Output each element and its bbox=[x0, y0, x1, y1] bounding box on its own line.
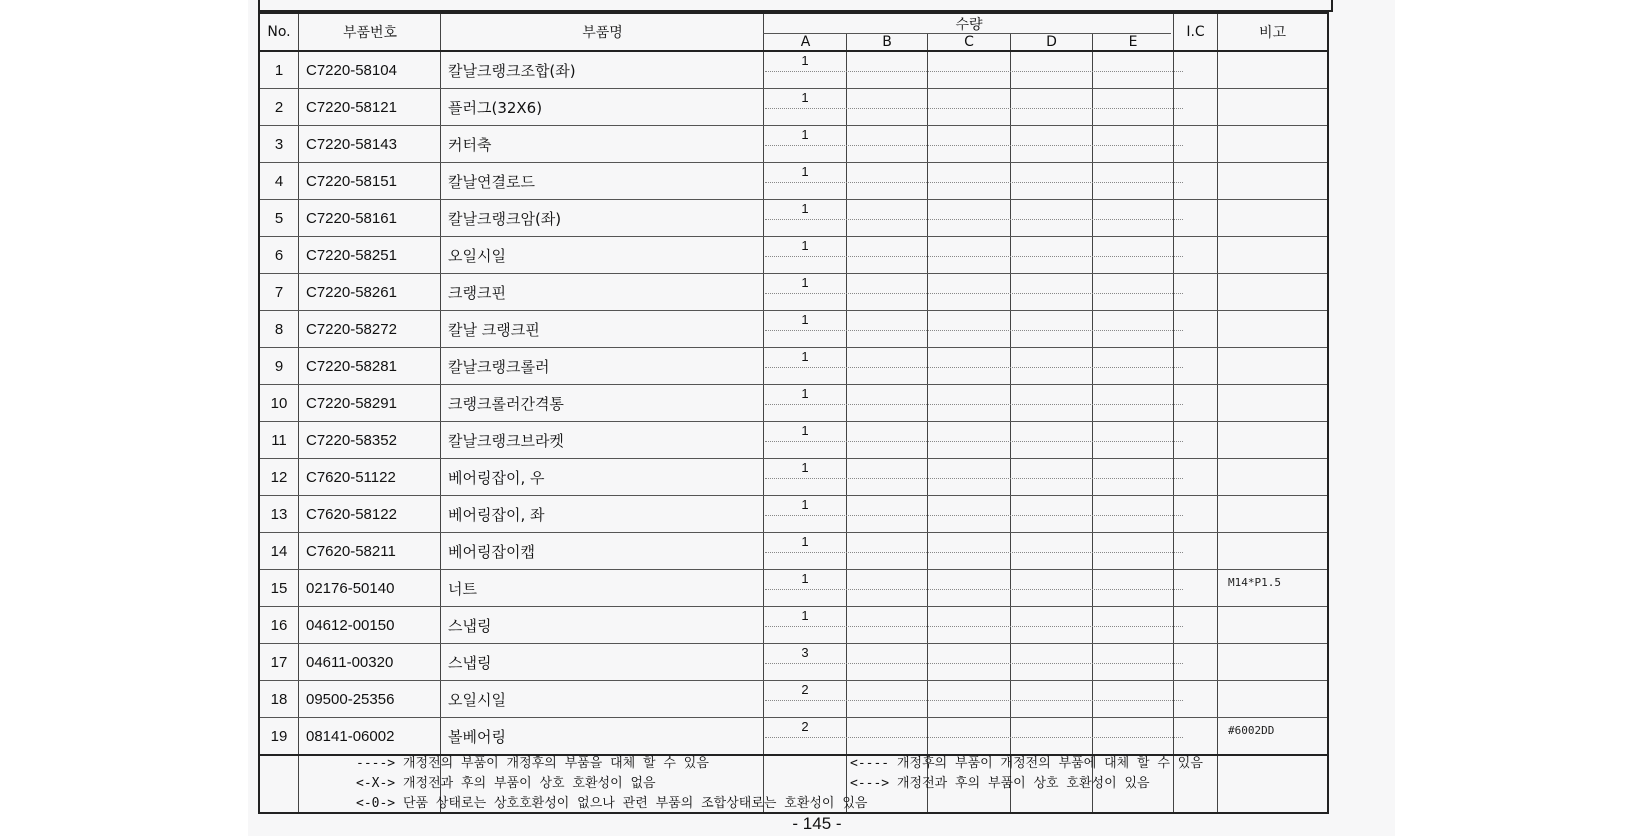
table-row bbox=[260, 348, 1327, 385]
part-name: 플러그(32X6) bbox=[448, 99, 543, 117]
row-number: 15 bbox=[270, 580, 288, 597]
quantity-a: 1 bbox=[765, 164, 845, 183]
part-name: 칼날크랭크브라켓 bbox=[448, 432, 564, 450]
part-number: C7220-58251 bbox=[306, 247, 397, 264]
row-number: 6 bbox=[274, 247, 284, 264]
part-name: 오일시일 bbox=[448, 691, 506, 709]
row-number: 14 bbox=[270, 543, 288, 560]
quantity-a: 1 bbox=[765, 534, 845, 553]
quantity-a: 1 bbox=[765, 312, 845, 331]
quantity-a: 1 bbox=[765, 497, 845, 516]
row-number: 5 bbox=[274, 210, 284, 227]
part-name: 크랭크롤러간격통 bbox=[448, 395, 564, 413]
part-name: 오일시일 bbox=[448, 247, 506, 265]
part-number: C7620-51122 bbox=[306, 469, 396, 486]
table-row bbox=[260, 274, 1327, 311]
part-number: 04611-00320 bbox=[306, 654, 394, 671]
row-number: 1 bbox=[274, 62, 284, 79]
header-qty-b: B bbox=[882, 34, 892, 50]
quantity-a: 1 bbox=[765, 571, 845, 590]
remark: M14*P1.5 bbox=[1228, 576, 1281, 589]
part-name: 스냅링 bbox=[448, 654, 492, 672]
quantity-dotted-line bbox=[765, 71, 1183, 72]
table-row bbox=[260, 200, 1327, 237]
page-number: - 145 - bbox=[792, 814, 842, 833]
legend-backward: <---- 개정후의 부품이 개정전의 부품에 대체 할 수 있음 bbox=[850, 756, 1203, 771]
header-qty-e: E bbox=[1128, 34, 1138, 50]
quantity-a: 1 bbox=[765, 53, 845, 72]
quantity-a: 1 bbox=[765, 460, 845, 479]
quantity-a: 1 bbox=[765, 201, 845, 220]
part-number: C7220-58121 bbox=[306, 99, 397, 116]
legend-compatible: <---> 개정전과 후의 부품이 상호 호환성이 있음 bbox=[850, 776, 1150, 791]
part-number: C7220-58161 bbox=[306, 210, 397, 227]
table-row bbox=[260, 52, 1327, 89]
quantity-a: 1 bbox=[765, 349, 845, 368]
quantity-dotted-line bbox=[765, 256, 1183, 257]
legend-forward: ----> 개정전의 부품이 개정후의 부품을 대체 할 수 있음 bbox=[356, 756, 709, 771]
part-name: 볼베어링 bbox=[448, 728, 506, 746]
header-quantity: 수량 bbox=[955, 17, 983, 33]
row-number: 10 bbox=[270, 395, 288, 412]
row-number: 4 bbox=[274, 173, 284, 190]
row-number: 9 bbox=[274, 358, 284, 375]
row-number: 3 bbox=[274, 136, 284, 153]
part-number: C7220-58291 bbox=[306, 395, 397, 412]
part-name: 칼날 크랭크핀 bbox=[448, 321, 540, 339]
part-name: 너트 bbox=[448, 580, 477, 598]
header-no: No. bbox=[267, 24, 291, 40]
table-row bbox=[260, 570, 1327, 607]
quantity-dotted-line bbox=[765, 219, 1183, 220]
table-row bbox=[260, 496, 1327, 533]
quantity-a: 1 bbox=[765, 90, 845, 109]
part-number: C7220-58261 bbox=[306, 284, 397, 301]
quantity-dotted-line bbox=[765, 737, 1183, 738]
table-row bbox=[260, 237, 1327, 274]
part-number: C7220-58272 bbox=[306, 321, 397, 338]
quantity-dotted-line bbox=[765, 367, 1183, 368]
quantity-dotted-line bbox=[765, 108, 1183, 109]
quantity-a: 2 bbox=[765, 682, 845, 701]
table-row bbox=[260, 533, 1327, 570]
part-number: 08141-06002 bbox=[306, 728, 395, 745]
quantity-dotted-line bbox=[765, 700, 1183, 701]
quantity-a: 1 bbox=[765, 608, 845, 627]
part-name: 크랭크핀 bbox=[448, 284, 506, 302]
table-row bbox=[260, 422, 1327, 459]
table-row bbox=[260, 644, 1327, 681]
part-name: 커터축 bbox=[448, 136, 492, 154]
header-ic: I.C bbox=[1186, 24, 1205, 40]
legend-incompatible: <-X-> 개정전과 후의 부품이 상호 호환성이 없음 bbox=[356, 776, 656, 791]
row-number: 2 bbox=[274, 99, 284, 116]
part-number: 04612-00150 bbox=[306, 617, 395, 634]
row-number: 12 bbox=[270, 469, 288, 486]
quantity-dotted-line bbox=[765, 478, 1183, 479]
quantity-dotted-line bbox=[765, 626, 1183, 627]
quantity-dotted-line bbox=[765, 515, 1183, 516]
quantity-dotted-line bbox=[765, 293, 1183, 294]
table-row bbox=[260, 163, 1327, 200]
row-number: 16 bbox=[270, 617, 288, 634]
part-number: C7220-58281 bbox=[306, 358, 397, 375]
part-name: 칼날크랭크암(좌) bbox=[448, 210, 562, 228]
part-name: 베어링잡이, 우 bbox=[448, 469, 545, 487]
part-name: 스냅링 bbox=[448, 617, 492, 635]
table-row bbox=[260, 681, 1327, 718]
quantity-a: 1 bbox=[765, 127, 845, 146]
part-number: 09500-25356 bbox=[306, 691, 395, 708]
table-row bbox=[260, 126, 1327, 163]
header-qty-d: D bbox=[1046, 34, 1057, 50]
row-number: 7 bbox=[274, 284, 284, 301]
quantity-dotted-line bbox=[765, 663, 1183, 664]
part-number: C7220-58104 bbox=[306, 62, 397, 79]
part-number: C7620-58211 bbox=[306, 543, 396, 560]
table-row bbox=[260, 718, 1327, 755]
row-number: 19 bbox=[270, 728, 288, 745]
legend-combination: <-0-> 단품 상태로는 상호호환성이 없으나 관련 부품의 조합상태로는 호환성이 있음 bbox=[356, 796, 868, 811]
table-row bbox=[260, 311, 1327, 348]
quantity-dotted-line bbox=[765, 441, 1183, 442]
header-qty-a: A bbox=[800, 34, 811, 50]
header-part-name: 부품명 bbox=[582, 25, 623, 41]
quantity-a: 1 bbox=[765, 238, 845, 257]
part-number: C7220-58151 bbox=[306, 173, 397, 190]
row-number: 13 bbox=[270, 506, 288, 523]
legend bbox=[260, 752, 1327, 812]
table-row bbox=[260, 459, 1327, 496]
quantity-a: 2 bbox=[765, 719, 845, 738]
quantity-dotted-line bbox=[765, 145, 1183, 146]
part-name: 베어링잡이, 좌 bbox=[448, 506, 545, 524]
part-name: 칼날연결로드 bbox=[448, 173, 535, 191]
row-number: 8 bbox=[274, 321, 284, 338]
quantity-dotted-line bbox=[765, 182, 1183, 183]
parts-table bbox=[258, 12, 1329, 814]
header-remarks: 비고 bbox=[1258, 25, 1287, 41]
part-number: C7620-58122 bbox=[306, 506, 397, 523]
quantity-a: 1 bbox=[765, 386, 845, 405]
quantity-a: 1 bbox=[765, 275, 845, 294]
part-name: 칼날크랭크롤러 bbox=[448, 358, 550, 376]
part-number: 02176-50140 bbox=[306, 580, 395, 597]
row-number: 18 bbox=[270, 691, 288, 708]
part-number: C7220-58352 bbox=[306, 432, 397, 449]
header-qty-c: C bbox=[964, 34, 974, 50]
quantity-a: 1 bbox=[765, 423, 845, 442]
table-row bbox=[260, 385, 1327, 422]
quantity-dotted-line bbox=[765, 330, 1183, 331]
top-border bbox=[258, 0, 1333, 12]
quantity-dotted-line bbox=[765, 552, 1183, 553]
remark: #6002DD bbox=[1228, 724, 1275, 737]
quantity-a: 3 bbox=[765, 645, 845, 664]
table-row bbox=[260, 607, 1327, 644]
part-number: C7220-58143 bbox=[306, 136, 397, 153]
part-name: 베어링잡이캡 bbox=[448, 543, 535, 561]
part-name: 칼날크랭크조합(좌) bbox=[448, 62, 576, 80]
quantity-dotted-line bbox=[765, 404, 1183, 405]
row-number: 11 bbox=[271, 432, 287, 449]
header-part-number: 부품번호 bbox=[342, 25, 398, 41]
quantity-dotted-line bbox=[765, 589, 1183, 590]
table-row bbox=[260, 89, 1327, 126]
row-number: 17 bbox=[270, 654, 288, 671]
